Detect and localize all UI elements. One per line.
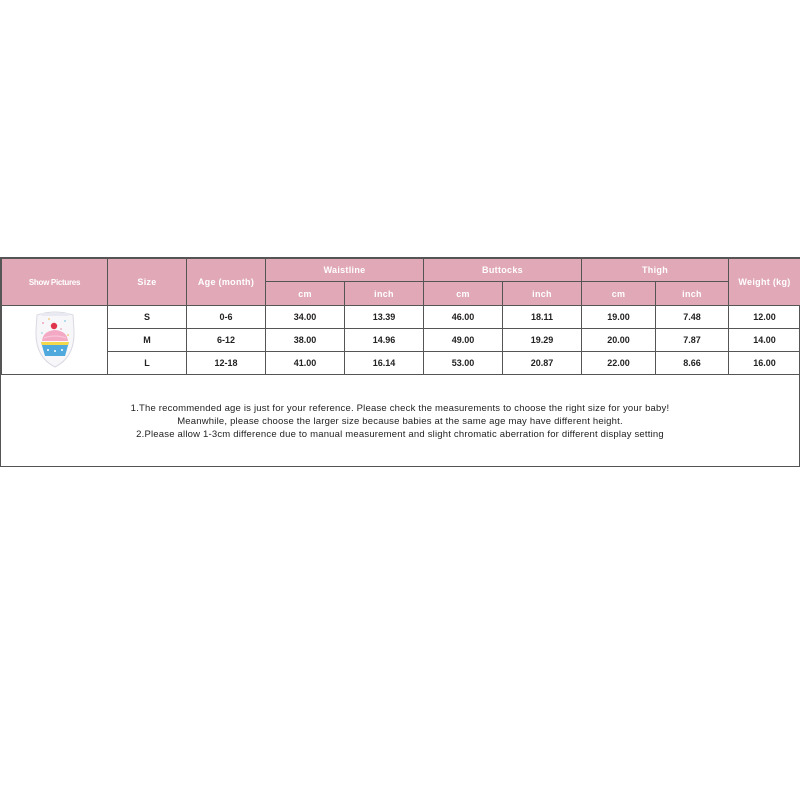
note-line-1: 1.The recommended age is just for your reference. Please check the measurements to choose the right size for your baby! <box>130 403 670 414</box>
subheader-buttocks-cm: cm <box>424 282 503 306</box>
cell-waist-inch: 16.14 <box>345 352 424 375</box>
header-show-pictures: Show Pictures <box>2 259 108 306</box>
cell-waist-cm: 41.00 <box>266 352 345 375</box>
cell-size: M <box>108 329 187 352</box>
table-row <box>2 352 800 375</box>
cell-buttocks-inch: 20.87 <box>503 352 582 375</box>
cell-waist-cm: 38.00 <box>266 329 345 352</box>
table-row <box>2 329 800 352</box>
cell-age: 6-12 <box>187 329 266 352</box>
subheader-buttocks-inch: inch <box>503 282 582 306</box>
header-waistline: Waistline <box>266 259 424 282</box>
cell-buttocks-cm: 53.00 <box>424 352 503 375</box>
cell-buttocks-cm: 49.00 <box>424 329 503 352</box>
cell-waist-inch: 14.96 <box>345 329 424 352</box>
product-image-cell <box>2 306 108 375</box>
cell-thigh-cm: 20.00 <box>582 329 656 352</box>
header-age: Age (month) <box>187 259 266 306</box>
cell-thigh-cm: 19.00 <box>582 306 656 329</box>
cell-thigh-inch: 7.48 <box>656 306 729 329</box>
cell-waist-inch: 13.39 <box>345 306 424 329</box>
size-table <box>1 258 800 375</box>
subheader-thigh-inch: inch <box>656 282 729 306</box>
cell-size: L <box>108 352 187 375</box>
subheader-waist-inch: inch <box>345 282 424 306</box>
notes <box>1 402 799 441</box>
cell-waist-cm: 34.00 <box>266 306 345 329</box>
subheader-thigh-cm: cm <box>582 282 656 306</box>
cell-buttocks-inch: 19.29 <box>503 329 582 352</box>
header-row <box>2 259 800 282</box>
cell-thigh-inch: 7.87 <box>656 329 729 352</box>
table-row <box>2 306 800 329</box>
cell-size: S <box>108 306 187 329</box>
cupcake-diaper-icon <box>33 309 77 371</box>
note-line-3: 2.Please allow 1-3cm difference due to manual measurement and slight chromatic aberration for different display setting <box>136 429 664 440</box>
cell-weight: 14.00 <box>729 329 800 352</box>
cell-thigh-inch: 8.66 <box>656 352 729 375</box>
subheader-waist-cm: cm <box>266 282 345 306</box>
cell-weight: 16.00 <box>729 352 800 375</box>
cell-buttocks-cm: 46.00 <box>424 306 503 329</box>
cell-age: 12-18 <box>187 352 266 375</box>
header-weight: Weight (kg) <box>729 259 800 306</box>
header-thigh: Thigh <box>582 259 729 282</box>
header-buttocks: Buttocks <box>424 259 582 282</box>
cell-age: 0-6 <box>187 306 266 329</box>
size-chart <box>0 257 800 467</box>
cell-thigh-cm: 22.00 <box>582 352 656 375</box>
note-line-2: Meanwhile, please choose the larger size because babies at the same age may have different height. <box>177 416 623 427</box>
header-size: Size <box>108 259 187 306</box>
cell-weight: 12.00 <box>729 306 800 329</box>
cell-buttocks-inch: 18.11 <box>503 306 582 329</box>
